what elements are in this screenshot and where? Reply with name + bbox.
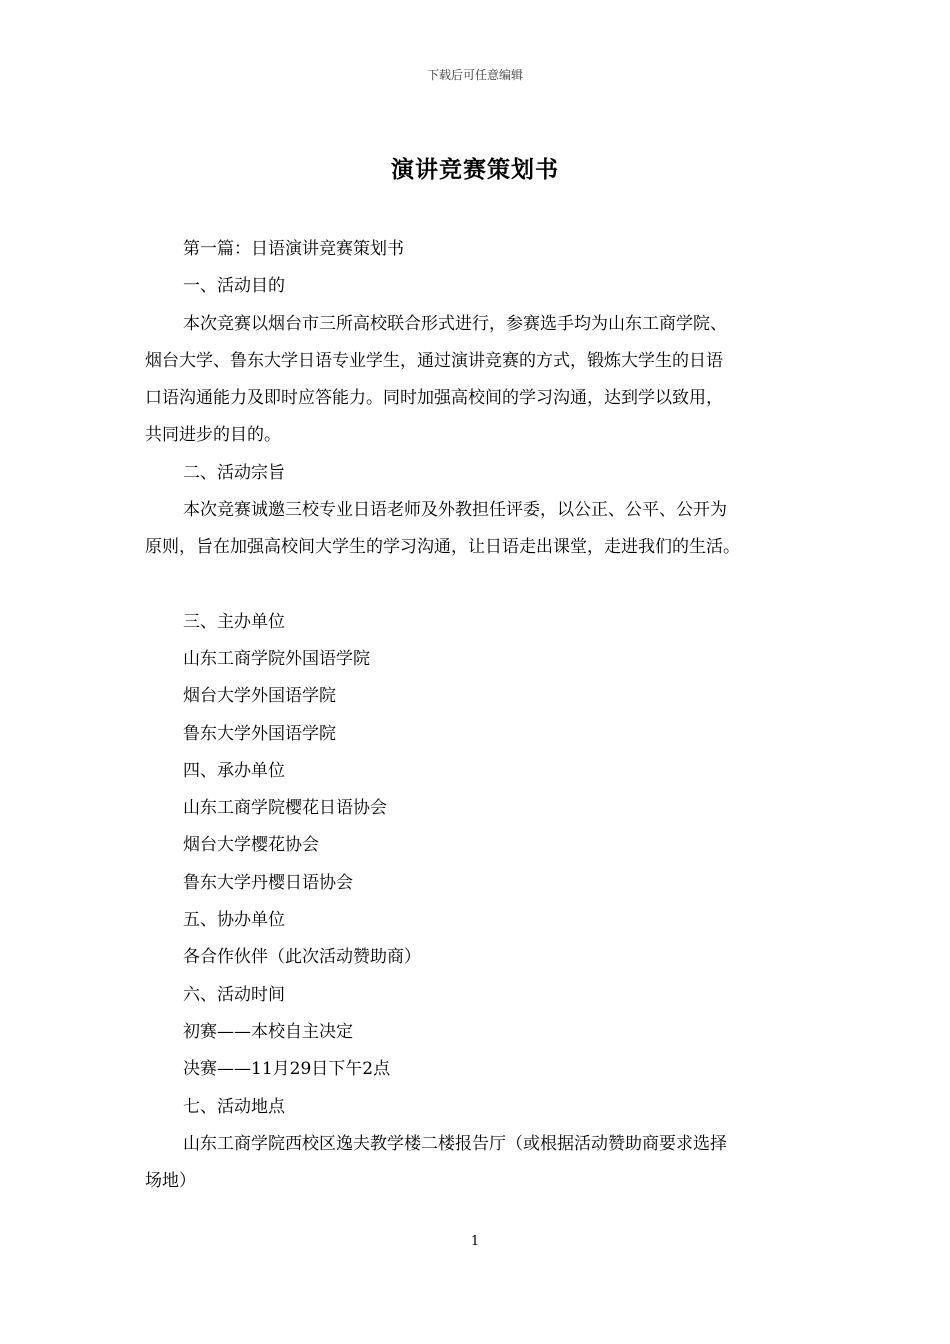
section-heading: 六、活动时间 — [183, 984, 285, 1005]
section-heading: 一、活动目的 — [183, 276, 285, 297]
section-heading: 二、活动宗旨 — [183, 462, 285, 483]
header-note: 下载后可任意编辑 — [426, 68, 523, 82]
section-heading: 第一篇：日语演讲竞赛策划书 — [183, 239, 404, 259]
section-heading: 七、活动地点 — [183, 1096, 285, 1117]
list-item: 鲁东大学丹樱日语协会 — [183, 872, 353, 893]
paragraph-line: 本次竞赛诚邀三校专业日语老师及外教担任评委，以公正、公平、公开为 — [183, 500, 727, 521]
list-item: 烟台大学外国语学院 — [183, 686, 336, 707]
document-title: 演讲竞赛策划书 — [391, 156, 559, 183]
list-item: 烟台大学樱花协会 — [183, 835, 319, 856]
list-item: 各合作伙伴（此次活动赞助商） — [183, 947, 421, 968]
list-item: 初赛——本校自主决定 — [183, 1021, 353, 1042]
paragraph-line: 本次竞赛以烟台市三所高校联合形式进行，参赛选手均为山东工商学院、 — [183, 313, 727, 334]
paragraph-line: 口语沟通能力及即时应答能力。同时加强高校间的学习沟通，达到学以致用， — [145, 388, 723, 409]
section-heading: 三、主办单位 — [183, 611, 285, 632]
list-item: 决赛——11月29日下午2点 — [183, 1059, 391, 1080]
page-number: 1 — [470, 1234, 480, 1249]
list-item: 鲁东大学外国语学院 — [183, 723, 336, 744]
document-body — [145, 231, 815, 1200]
section-heading: 四、承办单位 — [183, 760, 285, 781]
list-item: 山东工商学院外国语学院 — [183, 648, 370, 669]
blank-line — [145, 567, 815, 604]
section-heading: 五、协办单位 — [183, 910, 285, 931]
paragraph-line: 烟台大学、鲁东大学日语专业学生，通过演讲竞赛的方式，锻炼大学生的日语 — [145, 350, 723, 371]
paragraph-line: 场地） — [145, 1171, 196, 1192]
paragraph-line: 共同进步的目的。 — [145, 425, 281, 446]
paragraph-line: 原则，旨在加强高校间大学生的学习沟通，让日语走出课堂，走进我们的生活。 — [145, 537, 740, 558]
paragraph-line: 山东工商学院西校区逸夫教学楼二楼报告厅（或根据活动赞助商要求选择 — [183, 1133, 727, 1154]
list-item: 山东工商学院樱花日语协会 — [183, 798, 387, 819]
